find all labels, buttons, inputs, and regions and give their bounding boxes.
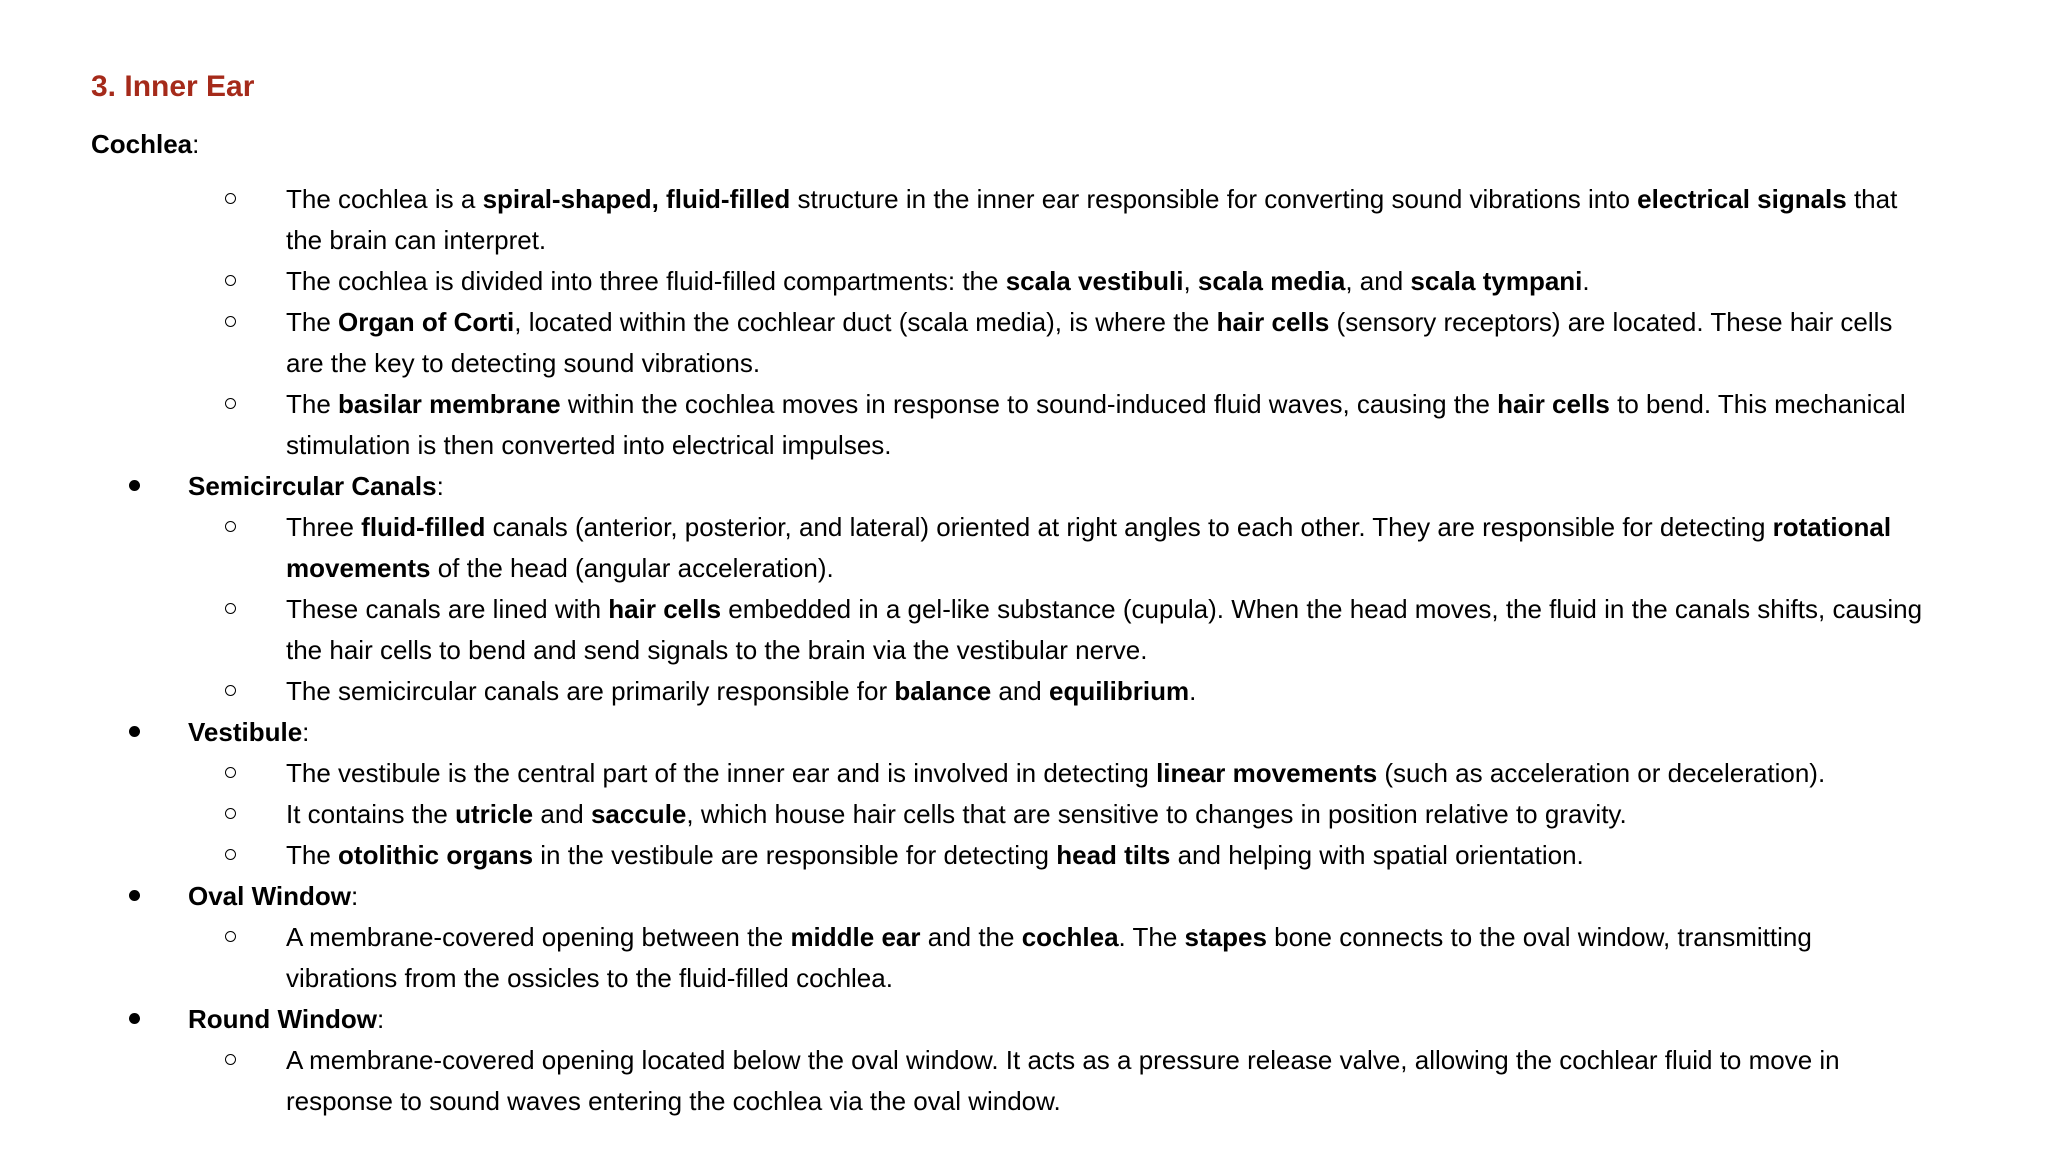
list-item xyxy=(188,507,2001,589)
hollow-bullet-icon xyxy=(225,384,237,425)
list-item xyxy=(91,384,2001,466)
text-run: (such as acceleration or deceleration). xyxy=(1377,758,1826,788)
text-run: A membrane-covered opening between the xyxy=(286,922,791,952)
bold-term: electrical signals xyxy=(1637,184,1847,214)
hollow-bullet-icon xyxy=(225,917,237,958)
list-item-line xyxy=(286,548,2001,589)
cochlea-list xyxy=(91,179,2001,466)
text-run: The cochlea is divided into three fluid-filled compartments: the xyxy=(286,266,1006,296)
hollow-bullet-icon xyxy=(225,835,237,876)
hollow-bullet-icon xyxy=(225,1040,237,1081)
hollow-bullet-icon xyxy=(225,261,237,302)
list-item-line xyxy=(286,384,2001,425)
list-item-line xyxy=(286,753,2001,794)
text-run: , located within the cochlear duct (scala media), is where the xyxy=(514,307,1217,337)
text-run: It contains the xyxy=(286,799,456,829)
cochlea-section xyxy=(91,124,2001,165)
list-item-line xyxy=(286,179,2001,220)
text-run: , which house hair cells that are sensitive to changes in position relative to gravity. xyxy=(686,799,1627,829)
list-item-line xyxy=(286,425,2001,466)
section-title: Semicircular Canals xyxy=(188,471,437,501)
hollow-bullet-icon xyxy=(225,753,237,794)
section-item-list xyxy=(188,507,2001,712)
text-run: vibrations from the ossicles to the fluid-filled cochlea. xyxy=(286,963,893,993)
section-title: Oval Window xyxy=(188,881,351,911)
hollow-bullet-icon xyxy=(225,302,237,343)
bold-term: middle ear xyxy=(790,922,921,952)
text-run: response to sound waves entering the cochlea via the oval window. xyxy=(286,1086,1061,1116)
text-run: to bend. This mechanical xyxy=(1609,389,1906,419)
section-title-line xyxy=(188,466,2001,507)
text-run: . xyxy=(1582,266,1590,296)
filled-bullet-icon xyxy=(129,712,141,753)
text-run: embedded in a gel-like substance (cupula). When the head moves, the fluid in the canals shifts, causing xyxy=(721,594,1923,624)
list-item-line xyxy=(286,835,2001,876)
list-item-line xyxy=(286,794,2001,835)
text-run: Three xyxy=(286,512,362,542)
list-item-line xyxy=(286,589,2001,630)
bold-term: movements xyxy=(286,553,431,583)
text-run: A membrane-covered opening located below the oval window. It acts as a pressure release valve, allowing the cochlear fluid to move in xyxy=(286,1045,1840,1075)
text-run: that xyxy=(1846,184,1898,214)
text-run: , and xyxy=(1345,266,1411,296)
filled-bullet-icon xyxy=(129,999,141,1040)
text-run: The xyxy=(286,389,339,419)
list-item-line xyxy=(286,917,2001,958)
list-item-line xyxy=(286,220,2001,261)
section-item-list xyxy=(188,1040,2001,1122)
bold-term: stapes xyxy=(1184,922,1267,952)
section-item-list xyxy=(188,917,2001,999)
bold-term: hair cells xyxy=(1216,307,1330,337)
bullet-section xyxy=(91,712,2001,876)
text-run: These canals are lined with xyxy=(286,594,609,624)
text-run: and the xyxy=(920,922,1022,952)
list-item xyxy=(188,671,2001,712)
bold-term: basilar membrane xyxy=(338,389,561,419)
bold-term: hair cells xyxy=(608,594,722,624)
text-run: . The xyxy=(1118,922,1185,952)
filled-bullet-icon xyxy=(129,466,141,507)
section-item-list xyxy=(188,753,2001,876)
text-run: structure in the inner ear responsible for converting sound vibrations into xyxy=(790,184,1638,214)
text-run: the hair cells to bend and send signals to the brain via the vestibular nerve. xyxy=(286,635,1148,665)
text-run: The xyxy=(286,307,339,337)
list-item-line xyxy=(286,1081,2001,1122)
bold-term: scala tympani xyxy=(1410,266,1583,296)
list-item-line xyxy=(286,507,2001,548)
text-run: . xyxy=(1189,676,1197,706)
text-run: stimulation is then converted into electrical impulses. xyxy=(286,430,892,460)
bold-term: saccule xyxy=(590,799,687,829)
text-run: and xyxy=(533,799,591,829)
section-title-colon: : xyxy=(436,471,444,501)
bold-term: scala vestibuli xyxy=(1005,266,1184,296)
section-title-line xyxy=(188,712,2001,753)
list-item xyxy=(188,794,2001,835)
hollow-bullet-icon xyxy=(225,179,237,220)
text-run: The xyxy=(286,840,339,870)
section-title: Round Window xyxy=(188,1004,377,1034)
text-run: bone connects to the oval window, transmitting xyxy=(1266,922,1812,952)
list-item-line xyxy=(286,343,2001,384)
bullet-section xyxy=(91,876,2001,999)
bold-term: fluid-filled xyxy=(361,512,486,542)
section-title-line xyxy=(188,876,2001,917)
list-item xyxy=(188,917,2001,999)
list-item xyxy=(91,261,2001,302)
text-run: and helping with spatial orientation. xyxy=(1170,840,1584,870)
bold-term: spiral-shaped, fluid-filled xyxy=(482,184,791,214)
hollow-bullet-icon xyxy=(225,507,237,548)
section-title: Vestibule xyxy=(188,717,303,747)
bold-term: Organ of Corti xyxy=(338,307,515,337)
text-run: The semicircular canals are primarily responsible for xyxy=(286,676,895,706)
bullet-section xyxy=(91,999,2001,1122)
list-item-line xyxy=(286,958,2001,999)
cochlea-title: Cochlea xyxy=(91,129,193,159)
text-run: in the vestibule are responsible for detecting xyxy=(533,840,1057,870)
section-title-line xyxy=(188,999,2001,1040)
hollow-bullet-icon xyxy=(225,794,237,835)
list-item-line xyxy=(286,1040,2001,1081)
section-title-colon: : xyxy=(376,1004,385,1034)
bold-term: head tilts xyxy=(1056,840,1171,870)
list-item-line xyxy=(286,630,2001,671)
text-run: the brain can interpret. xyxy=(286,225,547,255)
text-run: The cochlea is a xyxy=(286,184,483,214)
bold-term: scala media xyxy=(1197,266,1346,296)
bold-term: utricle xyxy=(455,799,534,829)
bold-term: equilibrium xyxy=(1048,676,1190,706)
sections-container xyxy=(91,466,2001,1122)
list-item xyxy=(91,302,2001,384)
hollow-bullet-icon xyxy=(225,589,237,630)
bold-term: otolithic organs xyxy=(338,840,534,870)
list-item xyxy=(188,835,2001,876)
text-run: , xyxy=(1183,266,1198,296)
text-run: The vestibule is the central part of the inner ear and is involved in detecting xyxy=(286,758,1157,788)
bold-term: cochlea xyxy=(1021,922,1119,952)
bold-term: hair cells xyxy=(1497,389,1610,419)
section-heading: 3. Inner Ear xyxy=(91,70,255,103)
cochlea-colon: : xyxy=(192,129,200,159)
bold-term: balance xyxy=(894,676,992,706)
bullet-section xyxy=(91,466,2001,712)
list-item-line xyxy=(286,302,2001,343)
cochlea-title-line xyxy=(91,124,2001,165)
list-item xyxy=(188,589,2001,671)
list-item xyxy=(188,1040,2001,1122)
text-run: and xyxy=(991,676,1049,706)
filled-bullet-icon xyxy=(129,876,141,917)
list-item-line xyxy=(286,261,2001,302)
text-run: of the head (angular acceleration). xyxy=(430,553,834,583)
section-title-colon: : xyxy=(302,717,310,747)
text-run: within the cochlea moves in response to sound-induced fluid waves, causing the xyxy=(560,389,1498,419)
bold-term: linear movements xyxy=(1156,758,1378,788)
section-title-colon: : xyxy=(351,881,359,911)
list-item-line xyxy=(286,671,2001,712)
bold-term: rotational xyxy=(1772,512,1892,542)
hollow-bullet-icon xyxy=(225,671,237,712)
list-item xyxy=(91,179,2001,261)
text-run: (sensory receptors) are located. These hair cells xyxy=(1329,307,1893,337)
document-body xyxy=(91,62,2001,1122)
list-item xyxy=(188,753,2001,794)
text-run: canals (anterior, posterior, and lateral) oriented at right angles to each other. They are responsible for detecting xyxy=(485,512,1773,542)
text-run: are the key to detecting sound vibrations. xyxy=(286,348,761,378)
